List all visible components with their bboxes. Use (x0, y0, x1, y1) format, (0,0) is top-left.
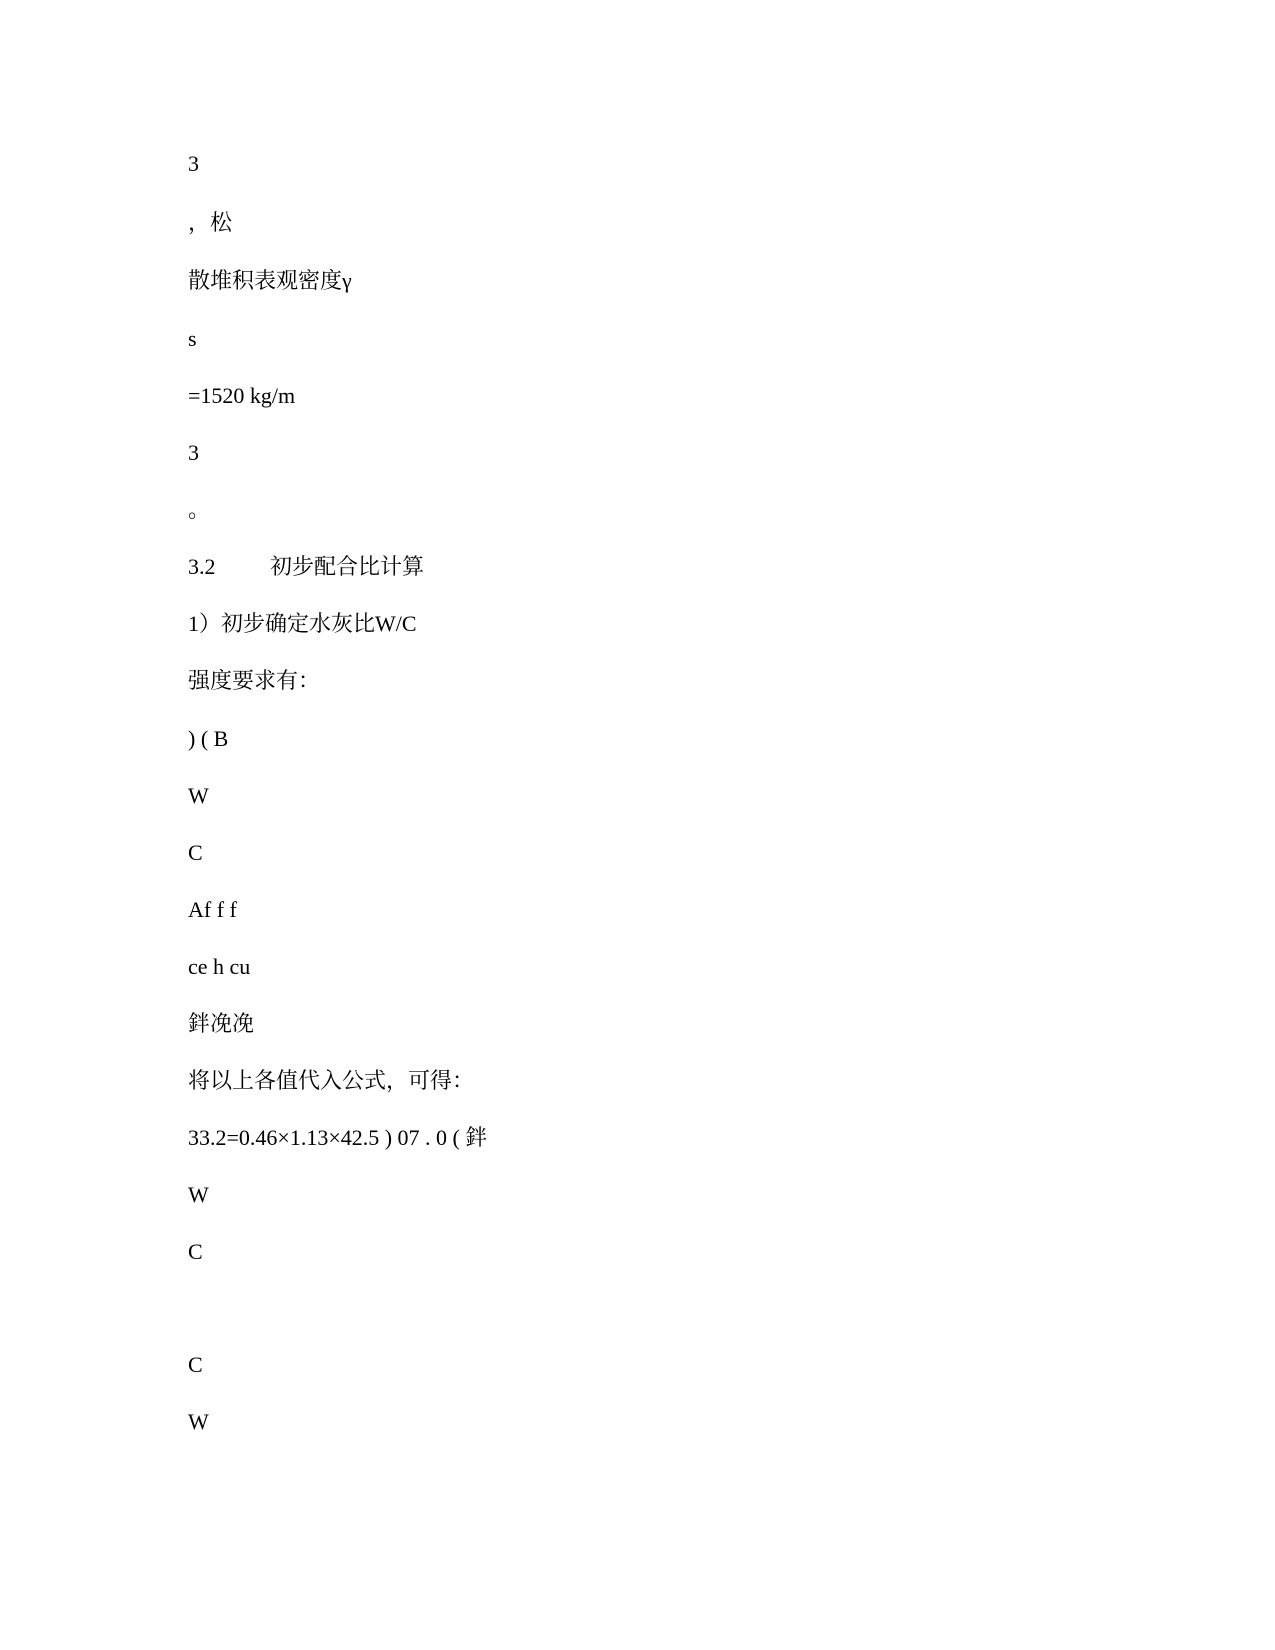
formula-fragment: W (188, 1409, 209, 1434)
formula-fragment: ) ( B (188, 726, 229, 751)
formula-line: 33.2=0.46×1.13×42.5 ) 07 . 0 ( 鉡 (188, 1125, 488, 1150)
text-line: =1520 kg/m (188, 383, 296, 408)
text-line: 3 (188, 440, 199, 465)
formula-fragment: C (188, 1352, 203, 1377)
formula-fragment: W (188, 1182, 209, 1207)
text-line: 强度要求有： (188, 668, 321, 693)
section-number: 3.2 (188, 554, 216, 579)
section-heading (188, 554, 424, 580)
text-line: 。 (188, 497, 211, 522)
formula-fragment: Af f f (188, 897, 237, 922)
formula-fragment: W (188, 783, 209, 808)
text-line: 1）初步确定水灰比W/C (188, 611, 417, 636)
formula-fragment: C (188, 840, 203, 865)
text-line: s (188, 326, 197, 351)
text-line: 将以上各值代入公式，可得： (188, 1068, 475, 1093)
formula-fragment: 鉡凂凂 (188, 1011, 255, 1036)
text-line: 3 (188, 151, 199, 176)
text-line: 散堆积表观密度γ (188, 268, 352, 293)
section-title: 初步配合比计算 (270, 554, 425, 579)
formula-fragment: ce h cu (188, 954, 251, 979)
text-line: ，松 (188, 210, 233, 235)
formula-fragment: C (188, 1239, 203, 1264)
